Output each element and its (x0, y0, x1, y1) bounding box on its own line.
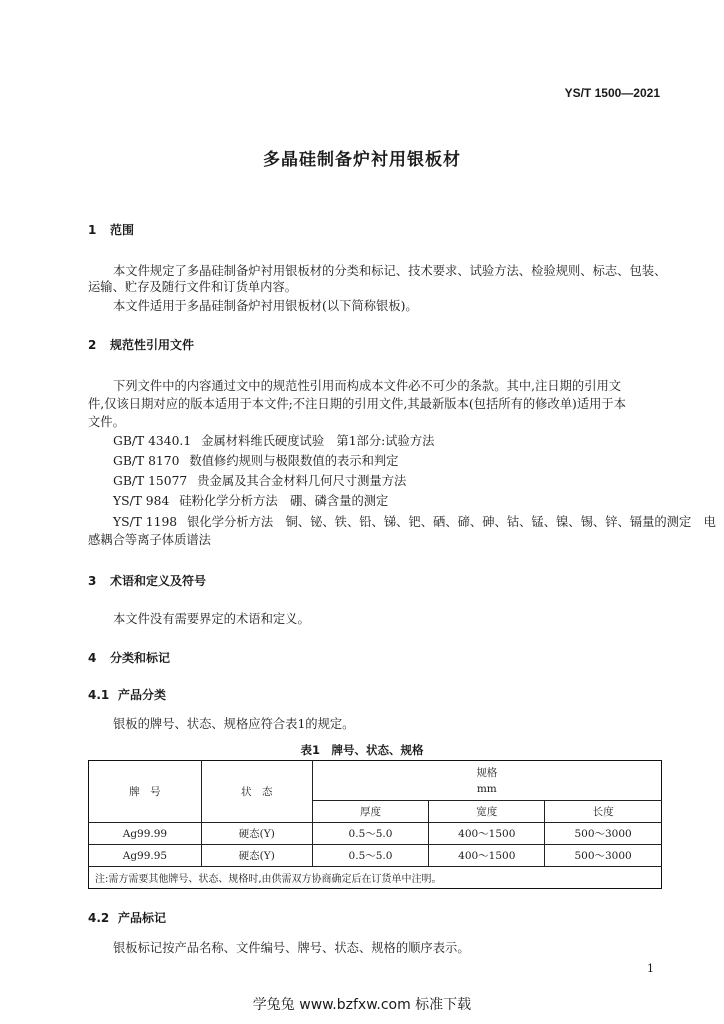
section-1-heading (88, 221, 134, 238)
cell-state: 硬态(Y) (201, 823, 312, 845)
cell-thickness: 0.5～5.0 (312, 845, 429, 867)
marking-paragraph: 银板标记按产品名称、文件编号、牌号、状态、规格的顺序表示。 (113, 941, 470, 955)
section-2-heading (88, 336, 194, 353)
reference-code: GB/T 15077 (113, 474, 188, 488)
section-4-1-title: 产品分类 (118, 688, 167, 702)
reference-name: 数值修约规则与极限数值的表示和判定 (189, 454, 399, 468)
header-grade: 牌 号 (89, 761, 202, 823)
cell-grade: Ag99.95 (89, 845, 202, 867)
terms-paragraph: 本文件没有需要界定的术语和定义。 (113, 612, 310, 626)
cell-thickness: 0.5～5.0 (312, 823, 429, 845)
section-3-number: 3 (88, 574, 97, 588)
header-spec-label: 规格 (476, 766, 498, 779)
section-2-title: 规范性引用文件 (110, 338, 195, 352)
scope-paragraph-2: 本文件适用于多晶硅制备炉衬用银板材(以下简称银板)。 (113, 299, 418, 313)
reference-item (88, 451, 666, 471)
table-row (89, 845, 662, 867)
table-1 (88, 760, 662, 889)
standard-code: YS/T 1500—2021 (564, 86, 660, 100)
header-thickness: 厚度 (312, 801, 429, 823)
section-4-1-number: 4.1 (88, 688, 110, 702)
reference-name-continued: 感耦合等离子体质谱法 (88, 533, 211, 547)
cell-state: 硬态(Y) (201, 845, 312, 867)
reference-code: YS/T 1198 (113, 515, 178, 529)
reference-item (88, 512, 716, 532)
section-3-title: 术语和定义及符号 (110, 574, 207, 588)
reference-name: 硅粉化学分析方法 硼、磷含量的测定 (179, 494, 389, 508)
reference-name: 贵金属及其合金材料几何尺寸测量方法 (197, 474, 407, 488)
classification-paragraph: 银板的牌号、状态、规格应符合表1的规定。 (113, 717, 355, 731)
section-4-2-heading (88, 909, 166, 926)
section-4-title: 分类和标记 (110, 651, 171, 665)
reference-item (88, 471, 666, 491)
header-spec (312, 761, 661, 801)
reference-item (88, 431, 666, 451)
cell-length: 500～3000 (545, 823, 662, 845)
document-title: 多晶硅制备炉衬用银板材 (263, 150, 461, 170)
section-4-number: 4 (88, 651, 97, 665)
section-1-number: 1 (88, 223, 97, 237)
cell-width: 400～1500 (429, 823, 545, 845)
header-state: 状 态 (201, 761, 312, 823)
section-3-heading (88, 572, 206, 589)
references-intro-line-1: 下列文件中的内容通过文中的规范性引用而构成本文件必不可少的条款。其中,注日期的引用文 (113, 379, 622, 393)
reference-code: GB/T 8170 (113, 454, 180, 468)
reference-code: YS/T 984 (113, 494, 170, 508)
cell-length: 500～3000 (545, 845, 662, 867)
scope-paragraph-line-1: 本文件规定了多晶硅制备炉衬用银板材的分类和标记、技术要求、试验方法、检验规则、标志、包装、 (113, 264, 667, 278)
section-1-title: 范围 (110, 223, 135, 237)
header-spec-unit: mm (476, 782, 497, 795)
section-4-1-heading (88, 686, 166, 703)
references-intro-line-2: 件,仅该日期对应的版本适用于本文件;不注日期的引用文件,其最新版本(包括所有的修改单)适用于本 (88, 397, 627, 411)
reference-name: 金属材料维氏硬度试验 第1部分:试验方法 (201, 434, 435, 448)
page-number: 1 (647, 962, 654, 975)
scope-paragraph-line-2: 运输、贮存及随行文件和订货单内容。 (88, 280, 298, 294)
reference-code: GB/T 4340.1 (113, 434, 192, 448)
table-note: 注:需方需要其他牌号、状态、规格时,由供需双方协商确定后在订货单中注明。 (89, 867, 662, 889)
reference-item (88, 491, 666, 511)
reference-name: 银化学分析方法 铜、铋、铁、铅、锑、钯、硒、碲、砷、钴、锰、镍、锡、锌、镉量的测定 电 (187, 515, 716, 529)
cell-grade: Ag99.99 (89, 823, 202, 845)
header-length: 长度 (545, 801, 662, 823)
table-row (89, 823, 662, 845)
table-1-caption: 表1 牌号、状态、规格 (300, 743, 424, 757)
references-intro-line-3: 文件。 (88, 415, 125, 429)
section-4-heading (88, 649, 170, 666)
section-2-number: 2 (88, 338, 97, 352)
cell-width: 400～1500 (429, 845, 545, 867)
section-4-2-title: 产品标记 (118, 911, 167, 925)
header-width: 宽度 (429, 801, 545, 823)
section-4-2-number: 4.2 (88, 911, 110, 925)
footer-watermark: 学兔兔 www.bzfxw.com 标准下载 (252, 997, 472, 1013)
